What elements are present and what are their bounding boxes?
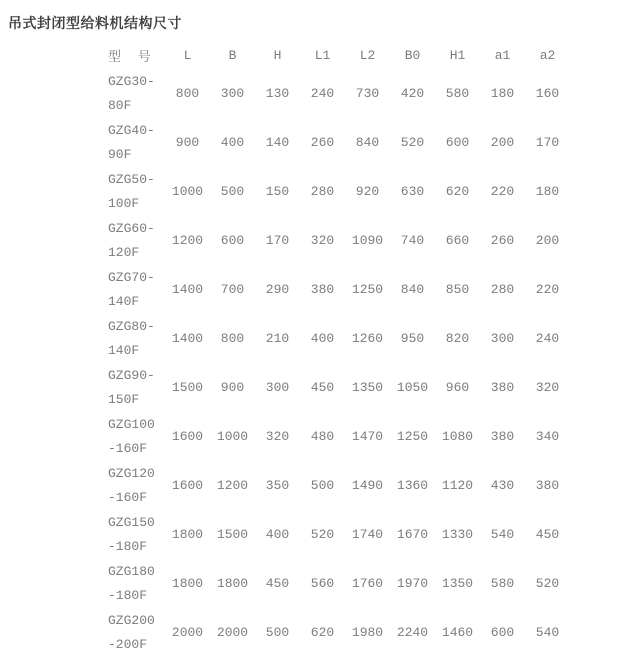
model-line: -180F [108, 587, 148, 603]
model-line: 150F [108, 391, 140, 407]
value-cell: 620 [445, 184, 470, 199]
model-line: 90F [108, 146, 132, 162]
value-cell: 840 [400, 282, 425, 297]
value-cell: 520 [400, 135, 425, 150]
model-line: GZG200 [108, 612, 155, 628]
value-cell: 450 [265, 576, 290, 591]
value-cell: 1250 [396, 429, 429, 444]
value-cell: 400 [265, 527, 290, 542]
value-cell: 1080 [441, 429, 474, 444]
value-cell: 730 [355, 86, 380, 101]
model-line: GZG50- [108, 171, 155, 187]
model-line: GZG120 [108, 465, 155, 481]
model-cell [108, 559, 165, 608]
value-cell: 920 [355, 184, 380, 199]
value-cell: 1970 [396, 576, 429, 591]
value-cell: 630 [400, 184, 425, 199]
value-cell: 660 [445, 233, 470, 248]
column-header: L2 [359, 47, 376, 63]
model-line: GZG80- [108, 318, 155, 334]
value-cell: 1260 [351, 331, 384, 346]
model-cell [108, 363, 165, 412]
value-cell: 950 [400, 331, 425, 346]
value-cell: 800 [175, 86, 200, 101]
value-cell: 1200 [216, 478, 249, 493]
value-cell: 540 [490, 527, 515, 542]
value-cell: 520 [310, 527, 335, 542]
model-line: -200F [108, 636, 148, 652]
value-cell: 1500 [171, 380, 204, 395]
value-cell: 420 [400, 86, 425, 101]
value-cell: 340 [535, 429, 560, 444]
table-row [108, 167, 570, 216]
table-row [108, 69, 570, 118]
value-cell: 300 [265, 380, 290, 395]
model-cell [108, 314, 165, 363]
value-cell: 1490 [351, 478, 384, 493]
value-cell: 320 [535, 380, 560, 395]
value-cell: 700 [220, 282, 245, 297]
value-cell: 2000 [216, 625, 249, 640]
column-header-model: 型 号 [108, 49, 151, 65]
value-cell: 320 [310, 233, 335, 248]
value-cell: 380 [490, 429, 515, 444]
model-line: GZG70- [108, 269, 155, 285]
value-cell: 1470 [351, 429, 384, 444]
value-cell: 160 [535, 86, 560, 101]
value-cell: 1360 [396, 478, 429, 493]
value-cell: 380 [310, 282, 335, 297]
value-cell: 200 [490, 135, 515, 150]
table-row [108, 265, 570, 314]
value-cell: 380 [535, 478, 560, 493]
table-row [108, 608, 570, 655]
value-cell: 400 [310, 331, 335, 346]
value-cell: 580 [445, 86, 470, 101]
value-cell: 350 [265, 478, 290, 493]
value-cell: 580 [490, 576, 515, 591]
value-cell: 1980 [351, 625, 384, 640]
model-line: 120F [108, 244, 140, 260]
model-cell [108, 69, 165, 118]
model-line: GZG40- [108, 122, 155, 138]
page-title: 吊式封闭型给料机结构尺寸 [8, 15, 182, 31]
value-cell: 2240 [396, 625, 429, 640]
value-cell: 840 [355, 135, 380, 150]
value-cell: 1000 [171, 184, 204, 199]
model-cell [108, 118, 165, 167]
value-cell: 140 [265, 135, 290, 150]
value-cell: 540 [535, 625, 560, 640]
model-line: GZG180 [108, 563, 155, 579]
value-cell: 220 [535, 282, 560, 297]
column-header: B0 [404, 47, 421, 63]
model-line: GZG30- [108, 73, 155, 89]
value-cell: 130 [265, 86, 290, 101]
table-header-row [108, 41, 570, 69]
value-cell: 800 [220, 331, 245, 346]
value-cell: 1760 [351, 576, 384, 591]
value-cell: 240 [535, 331, 560, 346]
value-cell: 960 [445, 380, 470, 395]
value-cell: 1800 [171, 527, 204, 542]
model-line: GZG100 [108, 416, 155, 432]
column-header: a1 [494, 47, 511, 63]
value-cell: 820 [445, 331, 470, 346]
value-cell: 1600 [171, 478, 204, 493]
model-cell [108, 265, 165, 314]
value-cell: 300 [220, 86, 245, 101]
value-cell: 1000 [216, 429, 249, 444]
model-cell [108, 167, 165, 216]
value-cell: 320 [265, 429, 290, 444]
table-row [108, 510, 570, 559]
value-cell: 1800 [171, 576, 204, 591]
value-cell: 150 [265, 184, 290, 199]
value-cell: 220 [490, 184, 515, 199]
value-cell: 1200 [171, 233, 204, 248]
column-header: a2 [539, 47, 556, 63]
value-cell: 300 [490, 331, 515, 346]
value-cell: 450 [535, 527, 560, 542]
value-cell: 200 [535, 233, 560, 248]
value-cell: 1120 [441, 478, 474, 493]
value-cell: 2000 [171, 625, 204, 640]
value-cell: 450 [310, 380, 335, 395]
model-line: -180F [108, 538, 148, 554]
value-cell: 1330 [441, 527, 474, 542]
value-cell: 600 [445, 135, 470, 150]
model-cell [108, 216, 165, 265]
value-cell: 500 [220, 184, 245, 199]
value-cell: 180 [535, 184, 560, 199]
value-cell: 520 [535, 576, 560, 591]
value-cell: 900 [175, 135, 200, 150]
model-cell [108, 510, 165, 559]
value-cell: 1050 [396, 380, 429, 395]
value-cell: 560 [310, 576, 335, 591]
value-cell: 1800 [216, 576, 249, 591]
value-cell: 620 [310, 625, 335, 640]
model-line: GZG90- [108, 367, 155, 383]
model-cell [108, 412, 165, 461]
table-row [108, 118, 570, 167]
table-body [108, 69, 570, 655]
value-cell: 280 [490, 282, 515, 297]
value-cell: 600 [490, 625, 515, 640]
column-header: H1 [449, 47, 466, 63]
value-cell: 1250 [351, 282, 384, 297]
value-cell: 1350 [441, 576, 474, 591]
table-row [108, 314, 570, 363]
table-row [108, 461, 570, 510]
value-cell: 380 [490, 380, 515, 395]
value-cell: 1500 [216, 527, 249, 542]
model-line: -160F [108, 489, 148, 505]
model-cell [108, 608, 165, 655]
value-cell: 500 [310, 478, 335, 493]
value-cell: 290 [265, 282, 290, 297]
value-cell: 900 [220, 380, 245, 395]
value-cell: 480 [310, 429, 335, 444]
value-cell: 1090 [351, 233, 384, 248]
value-cell: 1400 [171, 331, 204, 346]
value-cell: 210 [265, 331, 290, 346]
value-cell: 600 [220, 233, 245, 248]
model-cell [108, 461, 165, 510]
model-line: GZG150 [108, 514, 155, 530]
value-cell: 400 [220, 135, 245, 150]
value-cell: 1600 [171, 429, 204, 444]
model-line: 140F [108, 342, 140, 358]
table-row [108, 216, 570, 265]
table-row [108, 363, 570, 412]
column-header: L [183, 47, 192, 63]
column-header: B [228, 47, 237, 63]
value-cell: 180 [490, 86, 515, 101]
model-line: 100F [108, 195, 140, 211]
value-cell: 1460 [441, 625, 474, 640]
value-cell: 240 [310, 86, 335, 101]
value-cell: 260 [490, 233, 515, 248]
value-cell: 500 [265, 625, 290, 640]
value-cell: 1400 [171, 282, 204, 297]
value-cell: 1670 [396, 527, 429, 542]
value-cell: 430 [490, 478, 515, 493]
value-cell: 170 [535, 135, 560, 150]
column-header: H [273, 47, 282, 63]
table-row [108, 412, 570, 461]
value-cell: 1740 [351, 527, 384, 542]
spec-table [108, 41, 570, 655]
table-row [108, 559, 570, 608]
value-cell: 260 [310, 135, 335, 150]
value-cell: 740 [400, 233, 425, 248]
model-line: 140F [108, 293, 140, 309]
value-cell: 1350 [351, 380, 384, 395]
value-cell: 280 [310, 184, 335, 199]
column-header: L1 [314, 47, 331, 63]
model-line: -160F [108, 440, 148, 456]
value-cell: 170 [265, 233, 290, 248]
value-cell: 850 [445, 282, 470, 297]
model-line: GZG60- [108, 220, 155, 236]
model-line: 80F [108, 97, 132, 113]
